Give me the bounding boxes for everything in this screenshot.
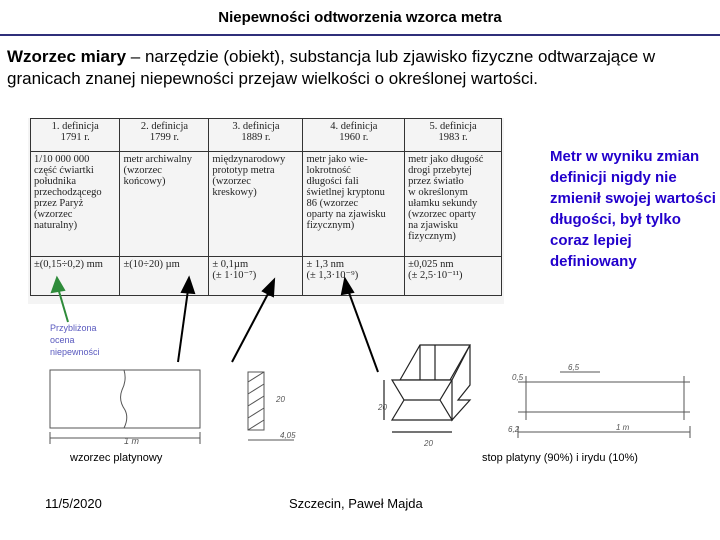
bar-top-view bbox=[518, 372, 690, 438]
table-header-cell: 3. definicja 1889 r. bbox=[209, 119, 303, 152]
table-cell: międzynarodowy prototyp metra (wzorzec kreskowy) bbox=[209, 152, 303, 257]
caption-platinum-iridium-alloy: stop platyny (90%) i irydu (10%) bbox=[482, 452, 638, 464]
table-cell: metr jako wie- lokrotność długości fali świetlnej kryptonu 86 (wzorzec oparty na zjawisku fizycznym) bbox=[303, 152, 405, 257]
bar-cross-section bbox=[248, 372, 294, 440]
bar-width-label: 4,05 bbox=[280, 431, 296, 440]
x-section-prototype bbox=[384, 345, 470, 432]
footer-author: Szczecin, Paweł Majda bbox=[289, 496, 423, 511]
table-header-cell: 2. definicja 1799 r. bbox=[120, 119, 209, 152]
xsection-width-label: 20 bbox=[424, 439, 433, 448]
arrow-icon bbox=[342, 279, 378, 372]
dim-65-label: 6,5 bbox=[568, 363, 580, 372]
intro-text: – narzędzie (obiekt), substancja lub zjawisko fizyczne odtwarzające w granicach znanej niepewności przejaw wielkości o określonej wartości. bbox=[7, 47, 656, 88]
table-cell: metr jako długość drogi przebytej przez światło w określonym ułamku sekundy (wzorzec oparty na zjawisku fizycznym) bbox=[405, 152, 502, 257]
dim-05-label: 0,5 bbox=[512, 373, 524, 382]
table-header-cell: 1. definicja 1791 r. bbox=[31, 119, 120, 152]
table-cell: metr archiwalny (wzorzec końcowy) bbox=[120, 152, 209, 257]
caption-platinum-standard: wzorzec platynowy bbox=[70, 452, 163, 464]
table-cell: ± 1,3 nm (± 1,3·10⁻⁹) bbox=[303, 257, 405, 296]
bar-length-label: 1 m bbox=[124, 436, 140, 446]
bar-height-label: 20 bbox=[276, 395, 285, 404]
xsection-height-label: 20 bbox=[378, 403, 387, 412]
dim-62-label: 6,2 bbox=[508, 425, 520, 434]
slide-title: Niepewności odtworzenia wzorca metra bbox=[218, 9, 502, 26]
definition-note: Metr w wyniku zmian definicji nigdy nie zmienił swojej wartości długości, był tylko coraz lepiej definiowany bbox=[550, 148, 716, 270]
table-cell: 1/10 000 000 część ćwiartki południka przechodzącego przez Paryż (wzorzec naturalny) bbox=[31, 152, 120, 257]
arrow-icon bbox=[232, 280, 274, 362]
table-header-cell: 5. definicja 1983 r. bbox=[405, 119, 502, 152]
bar-top-length-label: 1 m bbox=[616, 423, 630, 432]
uncertainty-estimate-note: Przybliżona ocena niepewności bbox=[50, 323, 100, 357]
bar-side-view bbox=[50, 370, 200, 444]
intro-term: Wzorzec miary bbox=[7, 47, 127, 66]
table-header-cell: 4. definicja 1960 r. bbox=[303, 119, 405, 152]
table-cell: ± 0,1µm (± 1·10⁻⁷) bbox=[209, 257, 303, 296]
footer-date: 11/5/2020 bbox=[45, 496, 102, 511]
green-arrow-icon bbox=[52, 278, 68, 322]
table-cell: ±(10÷20) µm bbox=[120, 257, 209, 296]
table-cell: ±0,025 nm (± 2,5·10⁻¹¹) bbox=[405, 257, 502, 296]
table-cell: ±(0,15÷0,2) mm bbox=[31, 257, 120, 296]
arrow-icon bbox=[178, 278, 194, 362]
